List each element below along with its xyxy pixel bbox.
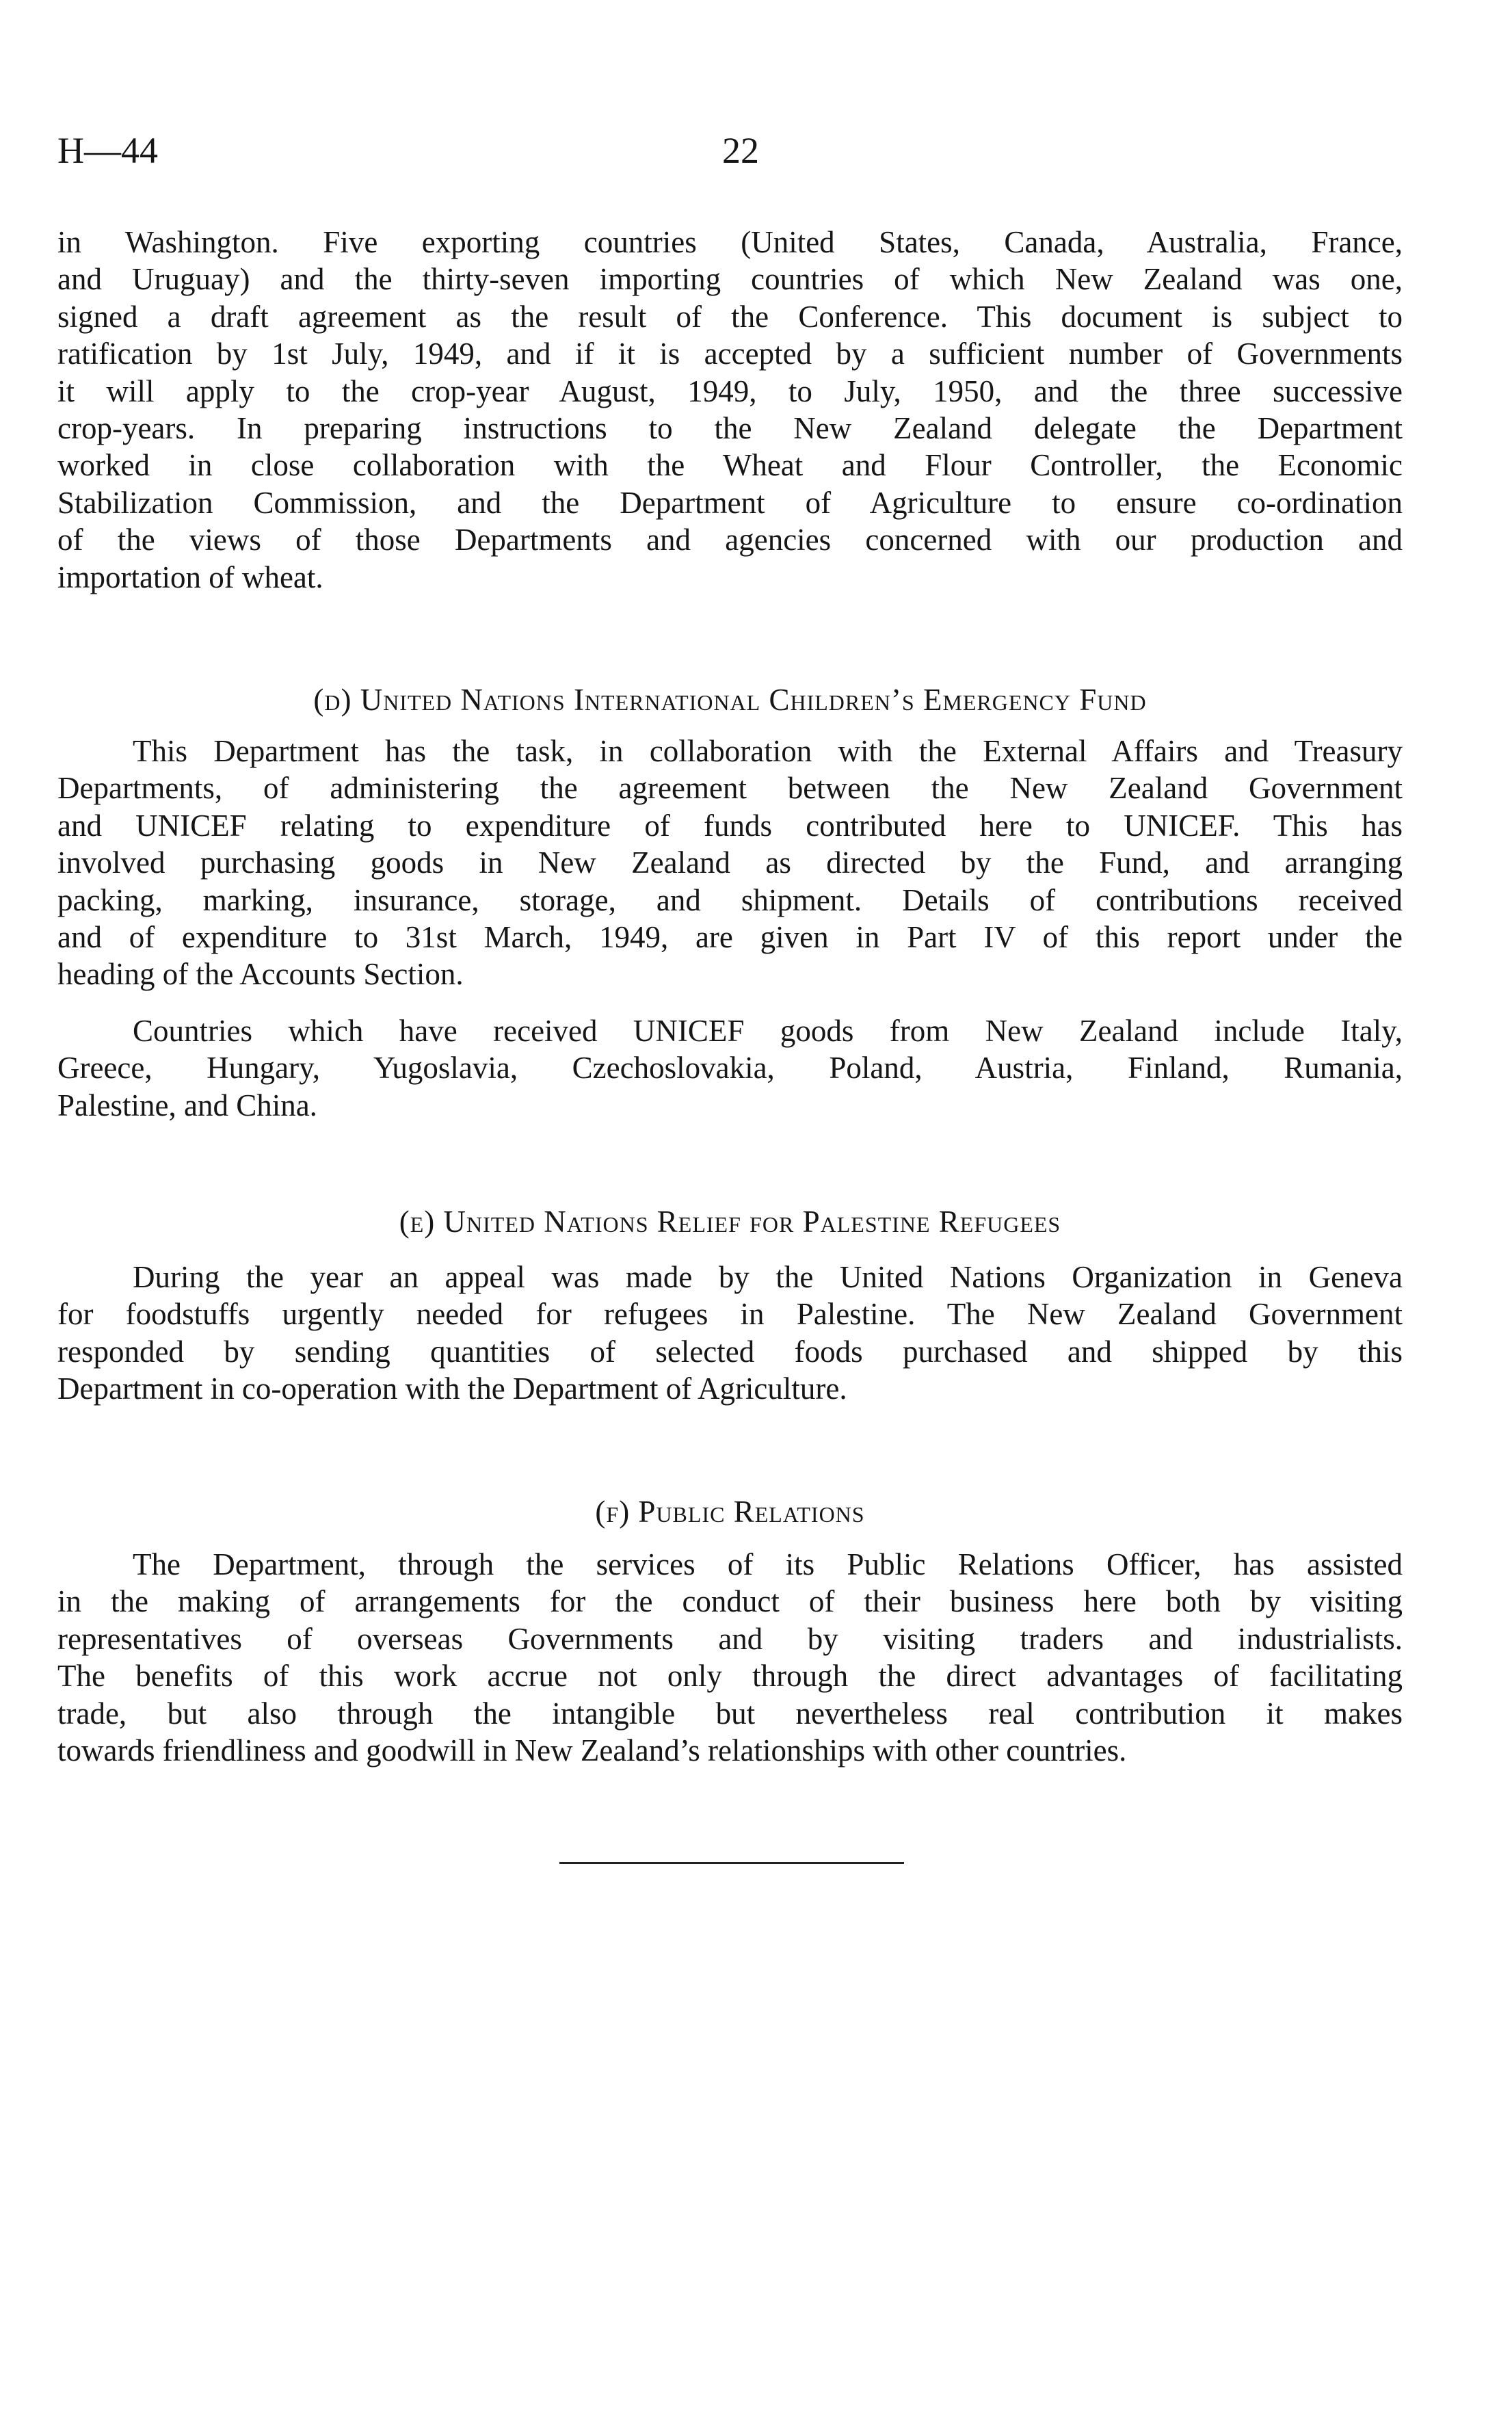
text-line: Countries which have received UNICEF goods from New Zealand include Italy, bbox=[133, 1014, 1403, 1048]
text-line: Departments, of administering the agreement between the New Zealand Government bbox=[57, 771, 1403, 806]
text-line: it will apply to the crop-year August, 1949, to July, 1950, and the three successive bbox=[57, 373, 1403, 408]
text-line: Stabilization Commission, and the Department of Agriculture to ensure co-ordination bbox=[57, 485, 1403, 520]
text-line: Department in co-operation with the Department of Agriculture. bbox=[57, 1371, 847, 1406]
text-line: and UNICEF relating to expenditure of funds contributed here to UNICEF. This has bbox=[57, 808, 1403, 843]
paragraph-intro-1 bbox=[57, 224, 1403, 596]
text-line: and Uruguay) and the thirty-seven importing countries of which New Zealand was one, bbox=[57, 262, 1403, 297]
paragraph-d-1 bbox=[57, 733, 1403, 993]
text-line: The Department, through the services of its Public Relations Officer, has assisted bbox=[133, 1547, 1403, 1581]
text-line: packing, marking, insurance, storage, and shipment. Details of contributions received bbox=[57, 882, 1403, 917]
text-line: of the views of those Departments and agencies concerned with our production and bbox=[57, 523, 1403, 557]
text-line: During the year an appeal was made by the United Nations Organization in Geneva bbox=[133, 1260, 1403, 1294]
section-heading-d: (d) United Nations International Children’s Emergency Fund bbox=[313, 683, 1147, 717]
page-number: 22 bbox=[722, 130, 759, 171]
end-rule bbox=[559, 1862, 904, 1864]
text-line: ratification by 1st July, 1949, and if it is accepted by a sufficient number of Governments bbox=[57, 337, 1403, 371]
text-line: Greece, Hungary, Yugoslavia, Czechoslovakia, Poland, Austria, Finland, Rumania, bbox=[57, 1051, 1403, 1086]
text-line: importation of wheat. bbox=[57, 560, 323, 594]
text-line: crop-years. In preparing instructions to the New Zealand delegate the Department bbox=[57, 410, 1403, 445]
text-line: responded by sending quantities of selected foods purchased and shipped by this bbox=[57, 1334, 1403, 1369]
document-code: H—44 bbox=[57, 130, 158, 171]
text-line: signed a draft agreement as the result of the Conference. This document is subject to bbox=[57, 299, 1403, 334]
section-heading-f: (f) Public Relations bbox=[595, 1495, 865, 1529]
text-line: representatives of overseas Governments and by visiting traders and industrialists. bbox=[57, 1621, 1403, 1656]
text-line: worked in close collaboration with the Wheat and Flour Controller, the Economic bbox=[57, 448, 1403, 483]
paragraph-e-1 bbox=[57, 1259, 1403, 1408]
section-heading-e: (e) United Nations Relief for Palestine Refugees bbox=[399, 1205, 1061, 1239]
paragraph-f-1 bbox=[57, 1546, 1403, 1769]
text-line: The benefits of this work accrue not only through the direct advantages of facilitating bbox=[57, 1659, 1403, 1694]
text-line: towards friendliness and goodwill in New Zealand’s relationships with other countries. bbox=[57, 1733, 1127, 1767]
paragraph-d-2 bbox=[57, 1012, 1403, 1124]
text-line: in the making of arrangements for the conduct of their business here both by visiting bbox=[57, 1584, 1403, 1619]
text-line: in Washington. Five exporting countries (United States, Canada, Australia, France, bbox=[57, 225, 1403, 259]
text-line: trade, but also through the intangible but nevertheless real contribution it makes bbox=[57, 1696, 1403, 1731]
text-line: This Department has the task, in collaboration with the External Affairs and Treasury bbox=[133, 734, 1403, 768]
text-line: and of expenditure to 31st March, 1949, are given in Part IV of this report under the bbox=[57, 919, 1403, 954]
text-line: involved purchasing goods in New Zealand as directed by the Fund, and arranging bbox=[57, 845, 1403, 880]
text-line: heading of the Accounts Section. bbox=[57, 957, 464, 992]
text-line: Palestine, and China. bbox=[57, 1088, 317, 1122]
text-line: for foodstuffs urgently needed for refugees in Palestine. The New Zealand Government bbox=[57, 1297, 1403, 1332]
